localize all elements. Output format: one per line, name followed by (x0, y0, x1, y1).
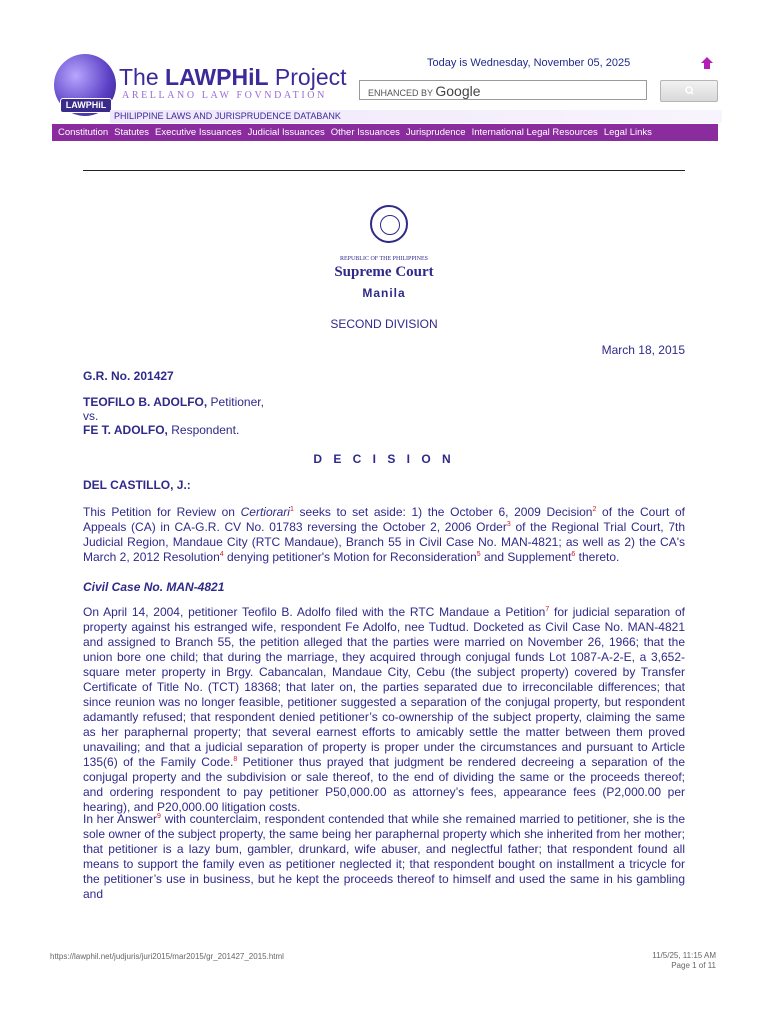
republic-label: REPUBLIC OF THE PHILIPPINES (339, 256, 429, 262)
logo-badge: LAWPHiL (60, 98, 112, 113)
supreme-court-seal (370, 205, 408, 243)
ponente: DEL CASTILLO, J.: (83, 478, 191, 492)
home-icon[interactable] (700, 56, 714, 70)
parties: TEOFILO B. ADOLFO, Petitioner, vs. FE T. ADOLFO, Respondent. (83, 395, 264, 437)
nav-statutes[interactable]: Statutes (114, 127, 150, 138)
foundation-name: ARELLANO LAW FOVNDATION (122, 90, 327, 101)
divider (83, 170, 685, 171)
division: SECOND DIVISION (330, 317, 438, 331)
footnote-link[interactable]: 9 (157, 813, 161, 820)
nav-legal-links[interactable]: Legal Links (603, 127, 652, 138)
court-name: Supreme Court (334, 264, 434, 280)
paragraph-2: On April 14, 2004, petitioner Teofilo B. Adolfo filed with the RTC Mandaue a Petition$^7$ for judicial separation of property against his estranged wife, respondent Fe Adolfo, nee Tudtud. Docketed as Civil Case No. MAN-4821 and assigned to Branch 55, the petition alleged that the parties were married on November 26, 1966; that the union bore one child; that during the marriage, they acquired through conjugal funds Lot 1087-A-2-E, a 3,652-square meter property in Brgy. Cabancalan, Mandaue City, Cebu (the subject property) covered by Transfer Certificate of Title No. (TCT) 18368; that later on, the parties separated due to irreconcilable differences; that since reunion was no longer feasible, petitioner suggested a separation of the conjugal property, but respondent adamantly refused; that respondent denied petitioner’s co-ownership of the subject property, claiming the same as her paraphernal property; that several earnest efforts to amicably settle the matter between them proved unavailing; and that a judicial separation of property is proper under the circumstances and pursuant to Article 135(6) of the Family Code.$^8$ Petitioner thus prayed that judgment be rendered decreeing a separation of the conjugal property and the subdivision or sale thereof, to the end of dividing the same or the proceeds thereof; and ordering respondent to pay petitioner P50,000.00 as attorney’s fees, appearance fees (P2,000.00 per hearing), and P20,000.00 litigation costs. (83, 605, 685, 814)
databank-banner: PHILIPPINE LAWS AND JURISPRUDENCE DATABANK (110, 110, 722, 123)
paragraph-3: In her Answer$^9$ with counterclaim, respondent contended that while she remained married to petitioner, she is the sole owner of the subject property, the same being her paraphernal property which she inherited from her mother; that petitioner is a lazy bum, gambler, drunkard, wife abuser, and neglectful father; that respondent found all means to support the family even as petitioner neglected it; that respondent bought on installment a tricycle for the petitioner’s use in business, but he kept the proceeds thereof to himself and used the same in his gambling and (83, 812, 685, 901)
gr-number: G.R. No. 201427 (83, 369, 174, 383)
print-info: 11/5/25, 11:15 AM Page 1 of 11 (652, 951, 716, 970)
nav-constitution[interactable]: Constitution (58, 127, 109, 138)
search-button[interactable] (660, 80, 718, 102)
nav-other-issuances[interactable]: Other Issuances (330, 127, 400, 138)
nav-executive-issuances[interactable]: Executive Issuances (155, 127, 242, 138)
nav-judicial-issuances[interactable]: Judicial Issuances (247, 127, 325, 138)
paragraph-1: This Petition for Review on Certiorari$^1$ seeks to set aside: 1) the October 6, 2009 Decision$^2$ of the Court of Appeals (CA) in CA-G.R. CV No. 01783 reversing the October 2, 2006 Order$^3$ of the Regional Trial Court, 7th Judicial Region, Mandaue City (RTC Mandaue), Branch 55 in Civil Case No. MAN-4821; as well as 2) the CA's March 2, 2012 Resolution$^4$ denying petitioner's Motion for Reconsideration$^5$ and Supplement$^6$ thereto. (83, 505, 685, 564)
today-date: Today is Wednesday, November 05, 2025 (427, 57, 631, 69)
footnote-link[interactable]: 8 (233, 756, 238, 763)
page-url: https://lawphil.net/judjuris/juri2015/mar2015/gr_201427_2015.html (50, 952, 284, 961)
footnote-link[interactable]: 4 (219, 551, 224, 558)
footnote-link[interactable]: 1 (289, 506, 294, 513)
site-title[interactable]: The LAWPHiL Project (119, 64, 347, 90)
subheading: Civil Case No. MAN-4821 (83, 580, 225, 594)
search-input[interactable]: ENHANCED BY Google (359, 80, 647, 100)
footnote-link[interactable]: 5 (476, 551, 481, 558)
footnote-link[interactable]: 2 (592, 506, 597, 513)
search-icon (661, 81, 719, 101)
decision-heading: D E C I S I O N (313, 452, 455, 466)
nav-international-legal-resources[interactable]: International Legal Resources (471, 127, 598, 138)
footnote-link[interactable]: 6 (571, 551, 576, 558)
decision-date: March 18, 2015 (601, 343, 685, 357)
nav-jurisprudence[interactable]: Jurisprudence (405, 127, 466, 138)
court-city: Manila (362, 286, 406, 300)
main-nav (52, 124, 718, 141)
footnote-link[interactable]: 3 (506, 521, 511, 528)
footnote-link[interactable]: 7 (545, 606, 550, 613)
